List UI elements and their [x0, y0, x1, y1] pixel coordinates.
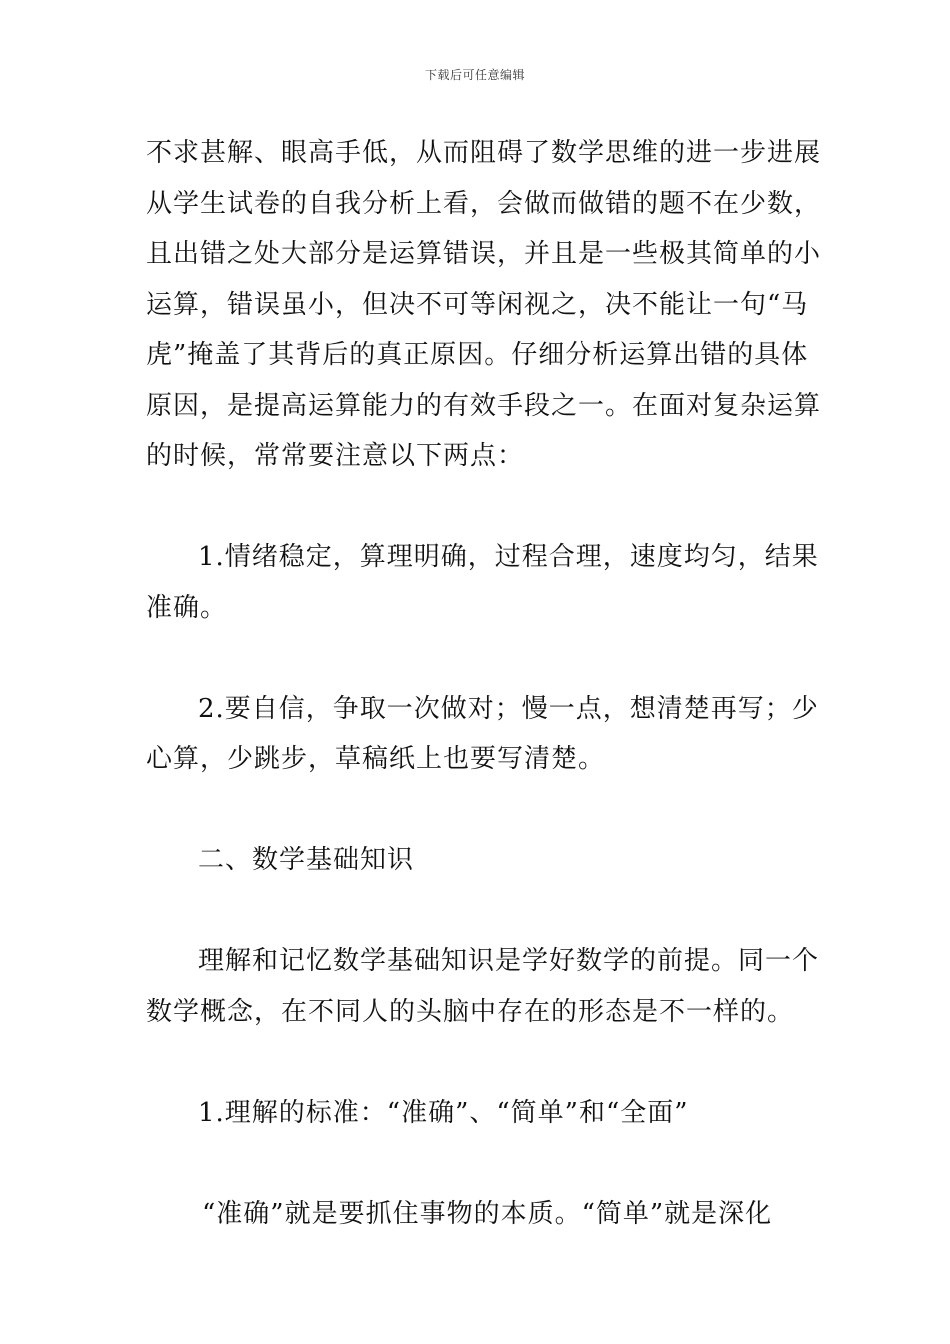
text-line: 1.情绪稳定，算理明确，过程合理，速度均匀，结果: [198, 542, 819, 572]
text-line: 不求甚解、眼高手低，从而阻碍了数学思维的进一步进展: [146, 138, 822, 168]
text-line: 准确。: [146, 592, 228, 623]
section-heading: 二、数学基础知识: [198, 845, 415, 875]
text-line: 心算，少跳步，草稿纸上也要写清楚。: [146, 744, 606, 774]
paragraph-gap: [146, 1138, 808, 1189]
text-line: 数学概念，在不同人的头脑中存在的形态是不一样的。: [146, 996, 795, 1027]
text-line: 且出错之处大部分是运算错误，并且是一些极其简单的小: [146, 239, 822, 269]
paragraph-gap: [146, 886, 808, 937]
document-body: [146, 128, 822, 1239]
text-line: “准确”就是要抓住事物的本质。“简单”就是深化: [202, 1198, 773, 1229]
paragraph-gap: [146, 1037, 808, 1088]
text-line: 原因，是提高运算能力的有效手段之一。在面对复杂运算: [146, 390, 822, 421]
list-item-2: [146, 684, 819, 785]
paragraph-accuracy: [146, 1189, 808, 1240]
text-line: 运算，错误虽小，但决不可等闲视之，决不能让一句“马: [146, 289, 809, 320]
paragraph-gap: [146, 785, 808, 836]
text-line: 的时候，常常要注意以下两点：: [146, 441, 525, 471]
text-line: 理解和记忆数学基础知识是学好数学的前提。同一个: [198, 946, 820, 976]
paragraph-gap: [146, 633, 808, 684]
page-header: 下载后可任意编辑: [424, 68, 525, 82]
paragraph-computation-errors: [146, 128, 822, 482]
text-line: 2.要自信，争取一次做对；慢一点，想清楚再写；少: [198, 693, 819, 724]
list-item-1: [146, 532, 819, 633]
text-line: 虎”掩盖了其背后的真正原因。仔细分析运算出错的具体: [146, 340, 809, 370]
paragraph-basic-knowledge: [146, 936, 820, 1037]
subheading: 1.理解的标准：“准确”、“简单”和“全面”: [198, 1097, 689, 1128]
paragraph-gap: [146, 482, 808, 533]
text-line: 从学生试卷的自我分析上看，会做而做错的题不在少数，: [146, 188, 822, 219]
